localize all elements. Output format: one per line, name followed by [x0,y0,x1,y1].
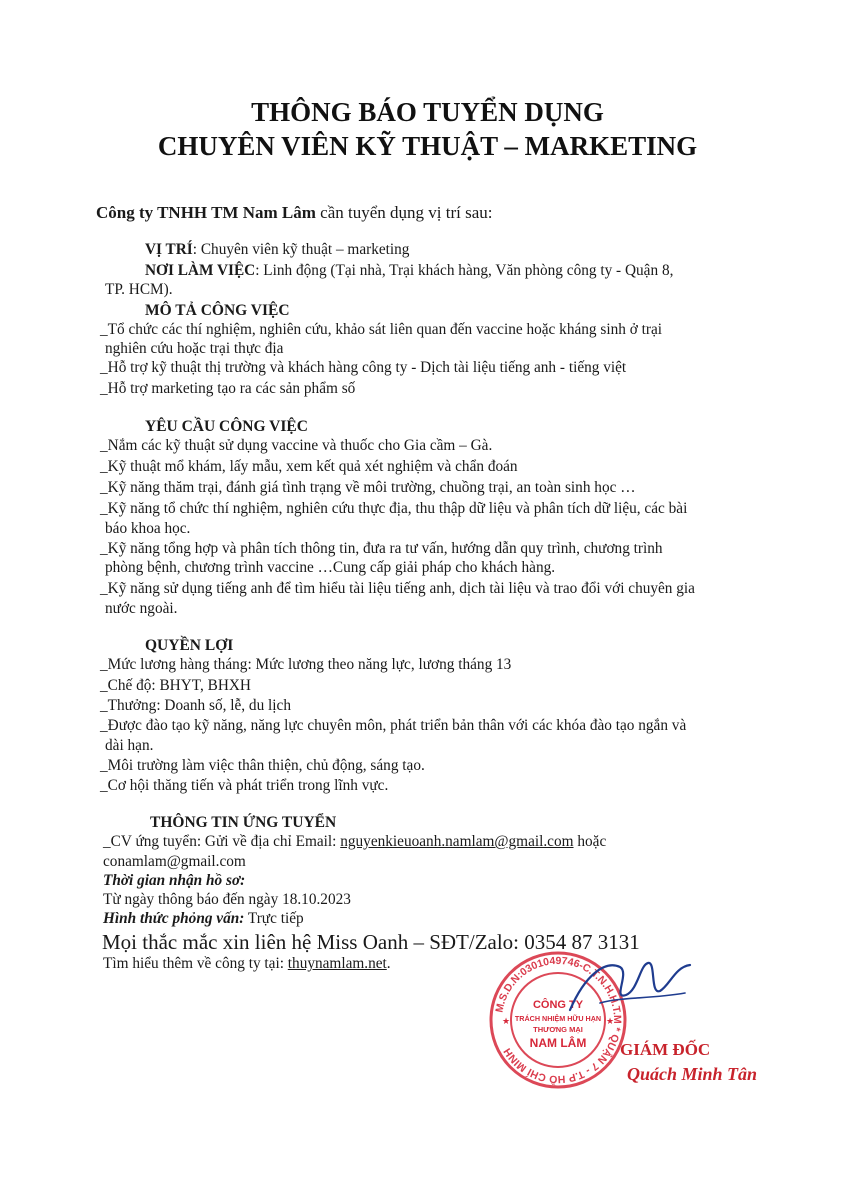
time-value: Từ ngày thông báo đến ngày 18.10.2023 [103,891,351,908]
workplace-value: : Linh động (Tại nhà, Trại khách hàng, Văn phòng công ty - Quận 8, [255,262,674,279]
benefit-line: _Môi trường làm việc thân thiện, chủ động, sáng tạo. [100,757,425,774]
email-link-1[interactable]: nguyenkieuoanh.namlam@gmail.com [340,833,574,850]
benefits-heading: QUYỀN LỢI [145,637,234,654]
time-label: Thời gian nhận hồ sơ: [103,872,246,889]
job-description-line: _Hỗ trợ marketing tạo ra các sản phẩm số [100,380,356,397]
interview-label: Hình thức phỏng vấn: [103,910,245,927]
website-link[interactable]: thuynamlam.net [287,955,387,972]
cv-suffix: hoặc [573,833,607,850]
title-line-1: THÔNG BÁO TUYỂN DỤNG [251,97,604,127]
position-label: VỊ TRÍ [145,241,193,258]
requirement-line: _Kỹ năng tổng hợp và phân tích thông tin, đưa ra tư vấn, hướng dẫn quy trình, chương trình [100,540,663,557]
workplace-cont: TP. HCM). [105,281,173,298]
requirement-line: _Kỹ năng tổ chức thí nghiệm, nghiên cứu thực địa, thu thập dữ liệu và phân tích dữ liệu, các bài [100,500,688,517]
position-line [145,241,409,259]
title-line-2: CHUYÊN VIÊN KỸ THUẬT – MARKETING [157,131,698,161]
signatory-title: GIÁM ĐỐC [620,1040,711,1059]
workplace-label: NƠI LÀM VIỆC [145,262,256,279]
benefit-line: _Cơ hội thăng tiến và phát triển trong lĩnh vực. [100,777,389,794]
cv-prefix: _CV ứng tuyển: Gửi về địa chỉ Email: [103,833,341,850]
requirement-line: báo khoa học. [105,520,191,537]
contact-line: Mọi thắc mắc xin liên hệ Miss Oanh – SĐT/Zalo: 0354 87 3131 [102,930,640,954]
email-link-2[interactable]: conamlam@gmail.com [103,853,246,870]
interview-value: Trực tiếp [244,910,304,927]
job-description-line: _Hỗ trợ kỹ thuật thị trường và khách hàng công ty - Dịch tài liệu tiếng anh - tiếng việt [100,359,627,376]
stamp-line-4: NAM LÂM [529,1036,587,1050]
website-line [103,955,391,973]
interview-line [103,910,304,928]
stamp-star-icon: ★ [502,1017,511,1027]
signature-mark [560,955,700,1025]
apply-heading: THÔNG TIN ỨNG TUYỂN [150,814,337,831]
benefit-line: _Thưởng: Doanh số, lễ, du lịch [100,697,291,714]
signatory-name: Quách Minh Tân [627,1064,758,1084]
requirements-heading: YÊU CẦU CÔNG VIỆC [145,418,308,435]
website-prefix: Tìm hiểu thêm về công ty tại: [103,955,288,972]
benefit-line: _Mức lương hàng tháng: Mức lương theo năng lực, lương tháng 13 [100,656,512,673]
requirement-line: _Kỹ năng sử dụng tiếng anh để tìm hiểu tài liệu tiếng anh, dịch tài liệu và trao đổi với chuyên gia [100,580,695,597]
requirement-line: nước ngoài. [105,600,178,617]
position-value: : Chuyên viên kỹ thuật – marketing [192,241,410,258]
stamp-line-1: CÔNG TY [532,999,584,1011]
website-suffix: . [386,955,391,972]
company-name: Công ty TNHH TM Nam Lâm [96,203,316,222]
stamp-star-icon: ★ [606,1017,615,1027]
stamp-line-3: THƯƠNG MẠI [533,1025,583,1034]
requirement-line: _Nắm các kỹ thuật sử dụng vaccine và thuốc cho Gia cầm – Gà. [100,437,493,454]
requirement-line: _Kỹ năng thăm trại, đánh giá tình trạng về môi trường, chuồng trại, an toàn sinh học … [100,479,636,496]
cv-line [103,833,606,851]
benefit-line: _Chế độ: BHYT, BHXH [100,677,251,694]
job-description-line: _Tổ chức các thí nghiệm, nghiên cứu, khảo sát liên quan đến vaccine hoặc kháng sinh ở trại [100,321,663,338]
requirement-line: phòng bệnh, chương trình vaccine …Cung cấp giải pháp cho khách hàng. [105,559,556,576]
benefit-line: _Được đào tạo kỹ năng, năng lực chuyên môn, phát triển bản thân với các khóa đào tạo ngắn và [100,717,687,734]
job-description-line: nghiên cứu hoặc trại thực địa [105,340,284,357]
stamp-outer-text: M.S.D.N:0301049746-C.T.N.H.H.T.M * QUẬN 7 - T.P HỒ CHÍ MINH [493,954,624,1086]
intro-text: cần tuyển dụng vị trí sau: [315,203,493,222]
stamp-line-2: TRÁCH NHIỆM HỮU HẠN [514,1014,602,1023]
job-description-heading: MÔ TẢ CÔNG VIỆC [145,302,290,319]
benefit-line: dài hạn. [105,737,154,754]
requirement-line: _Kỹ thuật mổ khám, lấy mẫu, xem kết quả xét nghiệm và chẩn đoán [100,458,518,475]
intro-line [96,204,493,222]
workplace-line [145,262,673,280]
